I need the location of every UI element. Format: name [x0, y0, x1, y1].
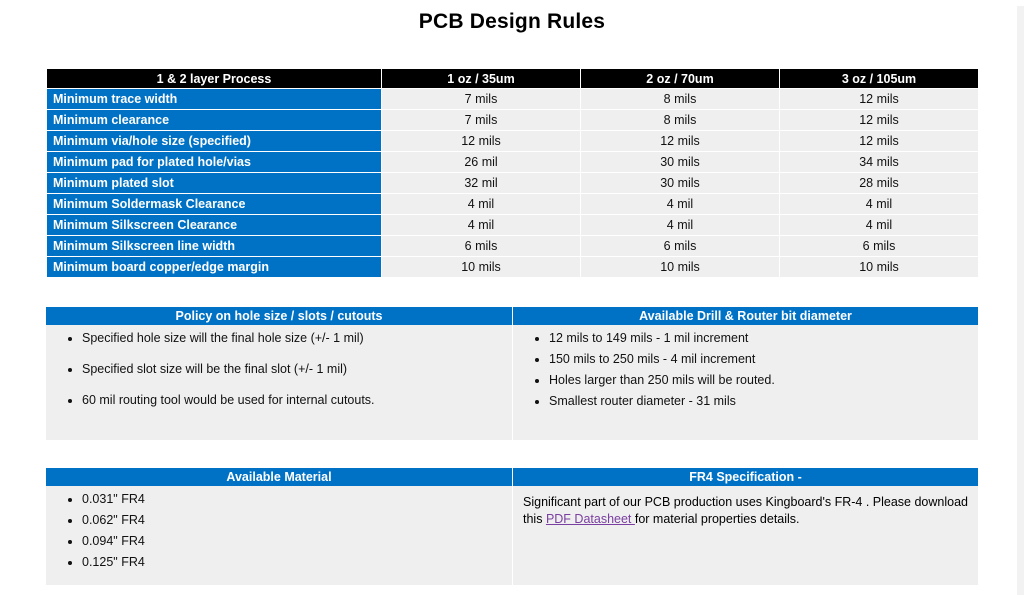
- list-item: • 0.094" FR4: [82, 534, 508, 549]
- cell-value: 4 mil: [780, 215, 979, 236]
- row-label: Minimum via/hole size (specified): [47, 131, 382, 152]
- column-header-2oz: 2 oz / 70um: [581, 69, 780, 89]
- row-label: Minimum trace width: [47, 89, 382, 110]
- table-row: [47, 152, 979, 173]
- table-row: [47, 236, 979, 257]
- table-row: [47, 215, 979, 236]
- cell-value: 10 mils: [382, 257, 581, 278]
- column-header-1oz: 1 oz / 35um: [382, 69, 581, 89]
- list-item: • 0.031" FR4: [82, 492, 508, 507]
- cell-value: 7 mils: [382, 110, 581, 131]
- cell-value: 4 mil: [581, 194, 780, 215]
- panel-body: [46, 486, 512, 582]
- list-item: • 150 mils to 250 mils - 4 mil increment: [549, 352, 974, 367]
- panel-fr4-specification: [513, 468, 978, 585]
- bullet-list: [50, 331, 508, 408]
- fr4-text-after: for material properties details.: [634, 512, 800, 526]
- cell-value: 12 mils: [581, 131, 780, 152]
- cell-value: 12 mils: [780, 110, 979, 131]
- cell-value: 12 mils: [780, 89, 979, 110]
- panel-title: Policy on hole size / slots / cutouts: [46, 307, 512, 325]
- page-right-edge: [1017, 6, 1024, 595]
- cell-value: 34 mils: [780, 152, 979, 173]
- table-row: [47, 194, 979, 215]
- panel-hole-policy: [46, 307, 512, 440]
- row-label: Minimum Silkscreen line width: [47, 236, 382, 257]
- fr4-description: [513, 486, 978, 528]
- cell-value: 8 mils: [581, 110, 780, 131]
- cell-value: 12 mils: [780, 131, 979, 152]
- row-label: Minimum board copper/edge margin: [47, 257, 382, 278]
- list-item: • Smallest router diameter - 31 mils: [549, 394, 974, 409]
- pcb-spec-table: [46, 68, 979, 278]
- table-row: [47, 173, 979, 194]
- cell-value: 10 mils: [581, 257, 780, 278]
- cell-value: 4 mil: [581, 215, 780, 236]
- cell-value: 7 mils: [382, 89, 581, 110]
- cell-value: 4 mil: [382, 215, 581, 236]
- panel-title: FR4 Specification -: [513, 468, 978, 486]
- table-row: [47, 89, 979, 110]
- panel-body: [46, 325, 512, 430]
- table-row: [47, 257, 979, 278]
- cell-value: 30 mils: [581, 152, 780, 173]
- page-title: PCB Design Rules: [418, 10, 606, 33]
- row-label: Minimum Soldermask Clearance: [47, 194, 382, 215]
- list-item: • 0.125" FR4: [82, 555, 508, 570]
- cell-value: 4 mil: [780, 194, 979, 215]
- cell-value: 10 mils: [780, 257, 979, 278]
- cell-value: 32 mil: [382, 173, 581, 194]
- cell-value: 30 mils: [581, 173, 780, 194]
- panel-body: [513, 325, 978, 421]
- cell-value: 12 mils: [382, 131, 581, 152]
- panel-title: Available Material: [46, 468, 512, 486]
- row-label: Minimum plated slot: [47, 173, 382, 194]
- list-item: • Holes larger than 250 mils will be routed.: [549, 373, 974, 388]
- column-header-process: 1 & 2 layer Process: [47, 69, 382, 89]
- panel-available-material: [46, 468, 512, 585]
- spec-table-container: [46, 68, 978, 278]
- list-item: • 12 mils to 149 mils - 1 mil increment: [549, 331, 974, 346]
- bullet-list: [50, 492, 508, 570]
- panel-title: Available Drill & Router bit diameter: [513, 307, 978, 325]
- table-row: [47, 131, 979, 152]
- column-header-3oz: 3 oz / 105um: [780, 69, 979, 89]
- cell-value: 4 mil: [382, 194, 581, 215]
- table-header-row: [47, 69, 979, 89]
- cell-value: 8 mils: [581, 89, 780, 110]
- panel-drill-router: [513, 307, 978, 440]
- list-item: • 60 mil routing tool would be used for internal cutouts.: [82, 393, 508, 408]
- list-item: • Specified hole size will the final hole size (+/- 1 mil): [82, 331, 508, 346]
- row-label: Minimum clearance: [47, 110, 382, 131]
- row-label: Minimum Silkscreen Clearance: [47, 215, 382, 236]
- list-item: • Specified slot size will be the final slot (+/- 1 mil): [82, 362, 508, 377]
- list-item: • 0.062" FR4: [82, 513, 508, 528]
- table-row: [47, 110, 979, 131]
- pdf-datasheet-link[interactable]: PDF Datasheet: [545, 512, 635, 526]
- cell-value: 6 mils: [581, 236, 780, 257]
- fr4-text-before: Significant part of our PCB production uses Kingboard's FR-4 . Please download this: [523, 495, 968, 526]
- cell-value: 28 mils: [780, 173, 979, 194]
- cell-value: 6 mils: [382, 236, 581, 257]
- row-label: Minimum pad for plated hole/vias: [47, 152, 382, 173]
- bullet-list: [517, 331, 974, 409]
- cell-value: 6 mils: [780, 236, 979, 257]
- cell-value: 26 mil: [382, 152, 581, 173]
